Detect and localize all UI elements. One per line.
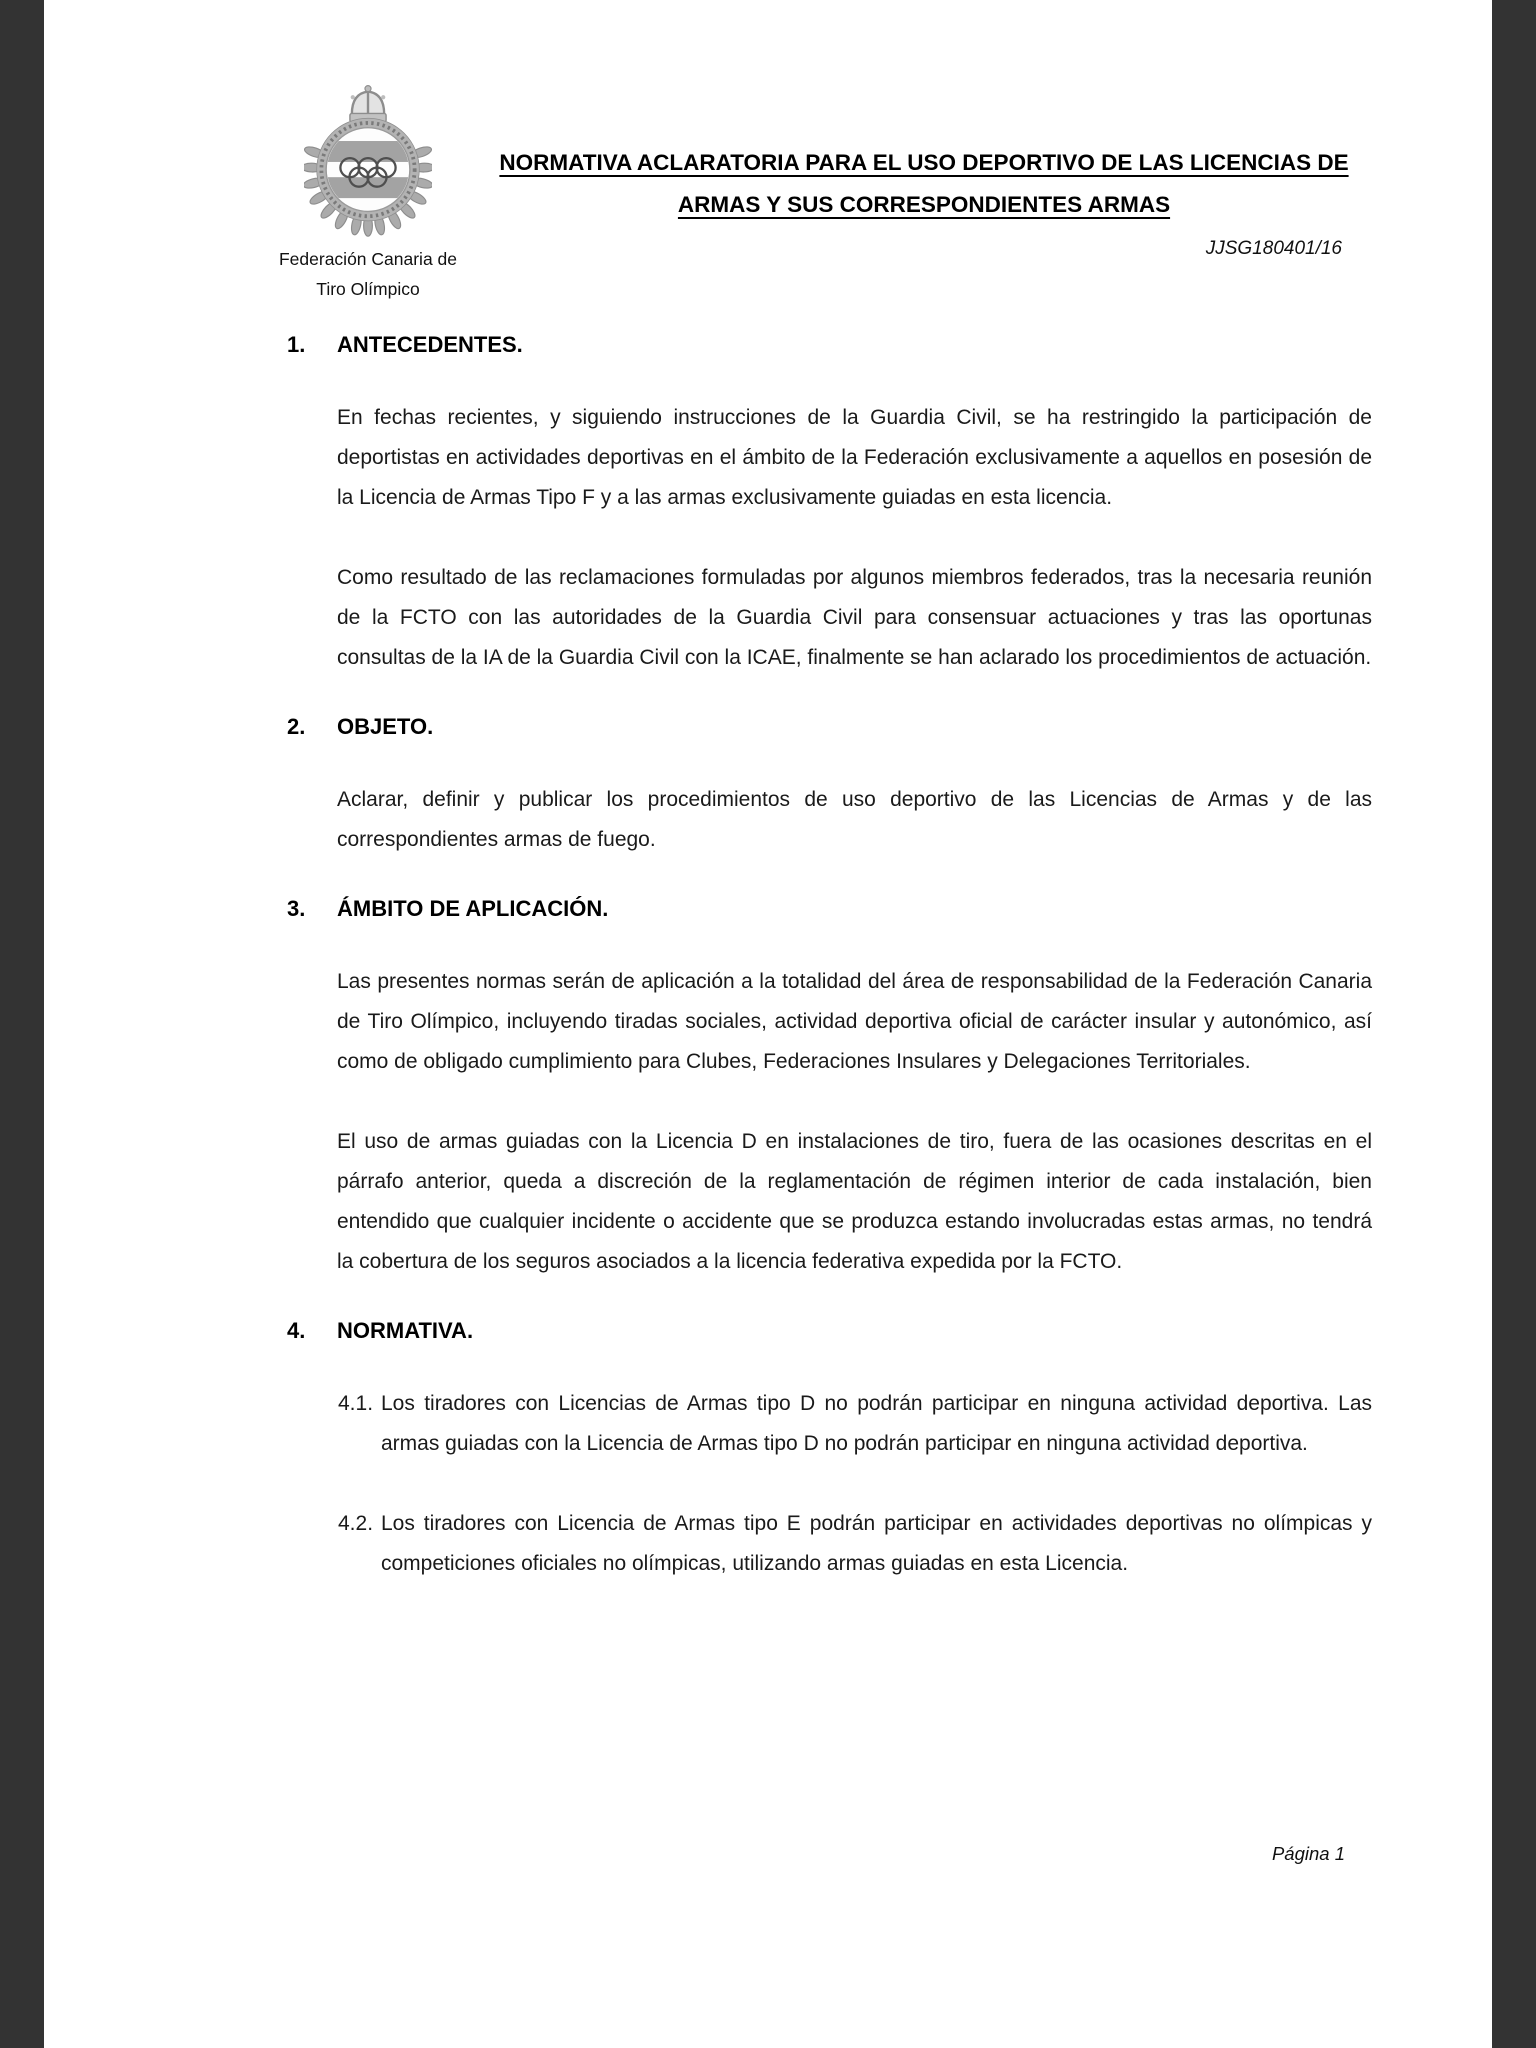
doc-reference: JJSG180401/16 [1205,238,1342,259]
title-line-2: ARMAS Y SUS CORRESPONDIENTES ARMAS [677,192,1171,217]
list-item-text: Los tiradores con Licencias de Armas tipo D no podrán participar en ninguna actividad deportiva. Las armas guiadas con la Licencia de Armas tipo D no podrán participar en ninguna actividad deportiva. [381,1392,1372,1455]
section-title: NORMATIVA. [337,1318,474,1343]
list-item-4-1 [338,1384,1372,1464]
section-number: 3. [287,896,306,921]
section-heading-objeto [287,714,1372,740]
document-title [459,142,1389,226]
logo-caption-line2: Tiro Olímpico [316,279,420,299]
section-heading-antecedentes [287,332,1372,358]
paragraph: Las presentes normas serán de aplicación a la totalidad del área de responsabilidad de la Federación Canaria de Tiro Olímpico, incluyendo tiradas sociales, actividad deportiva oficial de carácter insular y autonómico, así como de obligado cumplimiento para Clubes, Federaciones Insulares y Delegaciones Territoriales. [337,970,1372,1073]
section-title: ANTECEDENTES. [337,332,523,357]
logo-caption [256,244,480,304]
section-title: OBJETO. [337,714,434,739]
section-title: ÁMBITO DE APLICACIÓN. [337,896,609,921]
federation-logo-block [256,82,480,304]
crown [350,86,386,122]
title-line-1: NORMATIVA ACLARATORIA PARA EL USO DEPORTIVO DE LAS LICENCIAS DE [499,150,1349,175]
document-body [44,332,1492,1584]
list-item-4-2 [338,1504,1372,1584]
section-number: 4. [287,1318,306,1343]
paragraph: Aclarar, definir y publicar los procedimientos de uso deportivo de las Licencias de Armas y de las correspondientes armas de fuego. [337,788,1372,851]
section-heading-ambito [287,896,1372,922]
logo-caption-line1: Federación Canaria de [278,249,458,269]
section-number: 2. [287,714,306,739]
list-item-number: 4.1. [338,1392,374,1415]
paragraph: En fechas recientes, y siguiendo instrucciones de la Guardia Civil, se ha restringido la participación de deportistas en actividades deportivas en el ámbito de la Federación exclusivamente a aquellos en posesión de la Licencia de Armas Tipo F y a las armas exclusivamente guiadas en esta licencia. [337,406,1372,509]
page-number: Página 1 [1271,1843,1345,1864]
list-item-number: 4.2. [338,1512,374,1535]
document-page [44,0,1492,2048]
section-heading-normativa [287,1318,1372,1344]
paragraph: El uso de armas guiadas con la Licencia D en instalaciones de tiro, fuera de las ocasiones descritas en el párrafo anterior, queda a discreción de la reglamentación de régimen interior de cada instalación, bien entendido que cualquier incidente o accidente que se produzca estando involucradas estas armas, no tendrá la cobertura de los seguros asociados a la licencia federativa expedida por la FCTO. [337,1130,1372,1273]
list-item-text: Los tiradores con Licencia de Armas tipo E podrán participar en actividades deportivas no olímpicas y competiciones oficiales no olímpicas, utilizando armas guiadas en esta Licencia. [381,1512,1372,1575]
section-number: 1. [287,332,306,357]
olympic-rings-emblem-icon [304,82,432,240]
paragraph: Como resultado de las reclamaciones formuladas por algunos miembros federados, tras la necesaria reunión de la FCTO con las autoridades de la Guardia Civil para consensuar actuaciones y tras las oportunas consultas de la IA de la Guardia Civil con la ICAE, finalmente se han aclarado los procedimientos de actuación. [337,566,1372,669]
document-header [44,0,1492,299]
